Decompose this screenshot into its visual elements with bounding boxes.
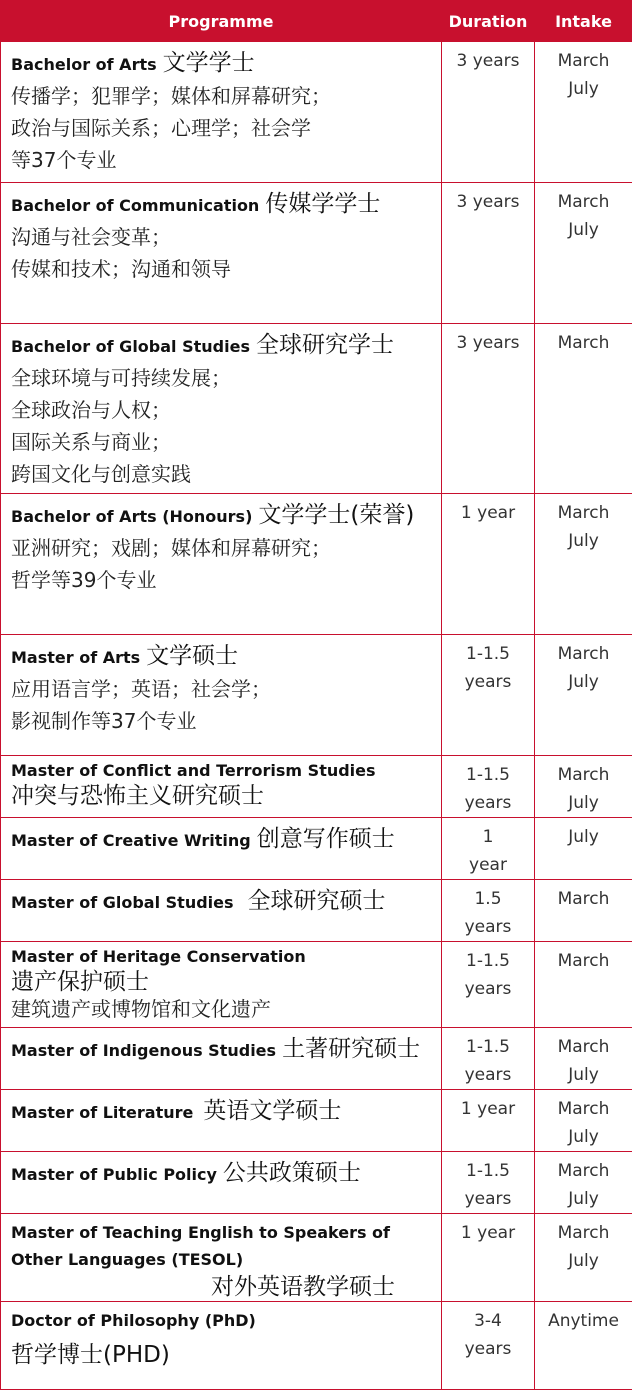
duration-text: years — [442, 975, 534, 1003]
programme-cn: 全球研究学士 — [256, 332, 394, 358]
programme-cn: 创意写作硕士 — [257, 826, 395, 852]
intake-text: July — [535, 216, 632, 244]
programme-cn: 哲学博士(PHD) — [11, 1335, 435, 1375]
programme-sub: 应用语言学；英语；社会学； — [11, 673, 435, 705]
intake-cell — [535, 1214, 632, 1302]
programme-sub: 影视制作等37个专业 — [11, 705, 435, 737]
programme-en: Master of Public Policy — [11, 1165, 217, 1184]
table-row — [1, 942, 632, 1028]
duration-cell — [442, 756, 535, 818]
programme-cn: 传媒学学士 — [265, 191, 380, 217]
programme-sub: 传媒和技术；沟通和领导 — [11, 253, 435, 285]
programme-cn: 文学学士 — [163, 50, 255, 76]
duration-cell — [442, 1302, 535, 1390]
intake-text: July — [535, 1185, 632, 1213]
intake-cell — [535, 183, 632, 324]
table-row — [1, 324, 632, 494]
programme-en: Master of Indigenous Studies — [11, 1041, 276, 1060]
duration-text: 1-1.5 — [442, 1157, 534, 1185]
duration-text: 1 — [442, 823, 534, 851]
programme-cell — [1, 1028, 442, 1090]
intake-text: July — [535, 668, 632, 696]
programme-cell — [1, 1302, 442, 1390]
programme-sub: 跨国文化与创意实践 — [11, 458, 435, 490]
table-row — [1, 818, 632, 880]
programme-cell — [1, 1090, 442, 1152]
duration-text: 1 year — [442, 1219, 534, 1247]
table-row — [1, 1214, 632, 1302]
programme-cn: 文学硕士 — [146, 643, 238, 669]
duration-text: 1-1.5 — [442, 1033, 534, 1061]
intake-cell — [535, 494, 632, 635]
duration-text: years — [442, 1061, 534, 1089]
table-row — [1, 880, 632, 942]
programme-cell — [1, 756, 442, 818]
programme-sub: 哲学等39个专业 — [11, 564, 435, 596]
programme-sub: 全球政治与人权； — [11, 394, 435, 426]
duration-cell — [442, 942, 535, 1028]
intake-text: March — [535, 329, 632, 357]
programme-sub: 等37个专业 — [11, 144, 435, 176]
intake-text: March — [535, 640, 632, 668]
programme-cell — [1, 635, 442, 756]
programme-en: Master of Global Studies — [11, 893, 234, 912]
intake-text: March — [535, 1219, 632, 1247]
duration-text: 1 year — [442, 1095, 534, 1123]
duration-text: years — [442, 789, 534, 817]
header-row — [1, 1, 632, 42]
intake-text: July — [535, 1247, 632, 1275]
intake-cell — [535, 1028, 632, 1090]
duration-cell — [442, 1028, 535, 1090]
duration-cell — [442, 42, 535, 183]
duration-cell — [442, 880, 535, 942]
duration-cell — [442, 1214, 535, 1302]
intake-cell — [535, 1302, 632, 1390]
intake-text: March — [535, 1157, 632, 1185]
programme-sub: 亚洲研究；戏剧；媒体和屏幕研究； — [11, 532, 435, 564]
programme-en: Bachelor of Arts (Honours) — [11, 507, 252, 526]
table-row — [1, 494, 632, 635]
duration-text: 1-1.5 — [442, 761, 534, 789]
intake-cell — [535, 880, 632, 942]
duration-text: 3-4 — [442, 1307, 534, 1335]
programme-cell — [1, 494, 442, 635]
programme-cell — [1, 818, 442, 880]
duration-text: years — [442, 1185, 534, 1213]
intake-text: July — [535, 75, 632, 103]
duration-text: years — [442, 668, 534, 696]
duration-text: year — [442, 851, 534, 879]
programme-cell — [1, 880, 442, 942]
intake-text: July — [535, 527, 632, 555]
intake-cell — [535, 756, 632, 818]
duration-text: 1 year — [442, 499, 534, 527]
intake-cell — [535, 818, 632, 880]
programme-cell — [1, 324, 442, 494]
intake-text: July — [535, 789, 632, 817]
programme-cell — [1, 942, 442, 1028]
duration-text: years — [442, 1335, 534, 1363]
table-row — [1, 183, 632, 324]
duration-text: years — [442, 913, 534, 941]
table-row — [1, 1028, 632, 1090]
programme-en: Master of Arts — [11, 648, 140, 667]
duration-cell — [442, 324, 535, 494]
intake-text: March — [535, 1095, 632, 1123]
duration-cell — [442, 818, 535, 880]
programme-cell — [1, 1152, 442, 1214]
programme-sub: 全球环境与可持续发展； — [11, 362, 435, 394]
intake-cell — [535, 324, 632, 494]
intake-text: July — [535, 1123, 632, 1151]
header-programme: Programme — [1, 1, 442, 42]
programme-en: Master of Conflict and Terrorism Studies — [11, 760, 435, 782]
intake-text: Anytime — [535, 1307, 632, 1335]
duration-cell — [442, 1152, 535, 1214]
programme-cn: 遗产保护硕士 — [11, 968, 435, 996]
intake-cell — [535, 42, 632, 183]
duration-cell — [442, 635, 535, 756]
programme-cn: 全球研究硕士 — [248, 888, 386, 914]
intake-text: March — [535, 761, 632, 789]
duration-text: 1-1.5 — [442, 947, 534, 975]
programme-cell — [1, 42, 442, 183]
table-row — [1, 635, 632, 756]
programme-sub: 国际关系与商业； — [11, 426, 435, 458]
programme-sub: 建筑遗产或博物馆和文化遗产 — [11, 996, 435, 1022]
intake-text: March — [535, 1033, 632, 1061]
programme-cn: 文学学士(荣誉) — [258, 502, 414, 528]
programme-cell — [1, 183, 442, 324]
duration-text: 1-1.5 — [442, 640, 534, 668]
programme-en: Master of Creative Writing — [11, 831, 251, 850]
table-row — [1, 1090, 632, 1152]
header-duration: Duration — [442, 1, 535, 42]
programme-en: Master of Teaching English to Speakers of — [11, 1219, 435, 1247]
programme-sub: 政治与国际关系；心理学；社会学 — [11, 112, 435, 144]
programme-en: Bachelor of Communication — [11, 196, 259, 215]
table-row — [1, 756, 632, 818]
duration-text: 1.5 — [442, 885, 534, 913]
header-intake: Intake — [535, 1, 632, 42]
programme-en-line2: Other Languages (TESOL) — [11, 1247, 435, 1273]
duration-text: 3 years — [442, 188, 534, 216]
duration-text: 3 years — [442, 329, 534, 357]
table-row — [1, 1152, 632, 1214]
programme-cn: 英语文学硕士 — [203, 1098, 341, 1124]
intake-text: July — [535, 823, 632, 851]
intake-text: July — [535, 1061, 632, 1089]
programme-cell — [1, 1214, 442, 1302]
programme-en: Bachelor of Global Studies — [11, 337, 250, 356]
programme-cn: 冲突与恐怖主义研究硕士 — [11, 782, 435, 810]
programme-sub: 沟通与社会变革； — [11, 221, 435, 253]
programme-en: Master of Literature — [11, 1103, 193, 1122]
duration-text: 3 years — [442, 47, 534, 75]
programme-en: Master of Heritage Conservation — [11, 946, 435, 968]
programme-cn: 对外英语教学硕士 — [11, 1273, 435, 1301]
intake-text: March — [535, 47, 632, 75]
table-row — [1, 1302, 632, 1390]
intake-text: March — [535, 947, 632, 975]
intake-text: March — [535, 499, 632, 527]
duration-cell — [442, 494, 535, 635]
duration-cell — [442, 1090, 535, 1152]
intake-text: March — [535, 188, 632, 216]
programme-en: Doctor of Philosophy (PhD) — [11, 1307, 435, 1335]
programme-sub: 传播学；犯罪学；媒体和屏幕研究； — [11, 80, 435, 112]
intake-cell — [535, 1090, 632, 1152]
programme-cn: 土著研究硕士 — [282, 1036, 420, 1062]
duration-cell — [442, 183, 535, 324]
intake-cell — [535, 635, 632, 756]
table-row — [1, 42, 632, 183]
intake-cell — [535, 942, 632, 1028]
programme-en: Bachelor of Arts — [11, 55, 157, 74]
intake-text: March — [535, 885, 632, 913]
intake-cell — [535, 1152, 632, 1214]
programme-cn: 公共政策硕士 — [223, 1160, 361, 1186]
